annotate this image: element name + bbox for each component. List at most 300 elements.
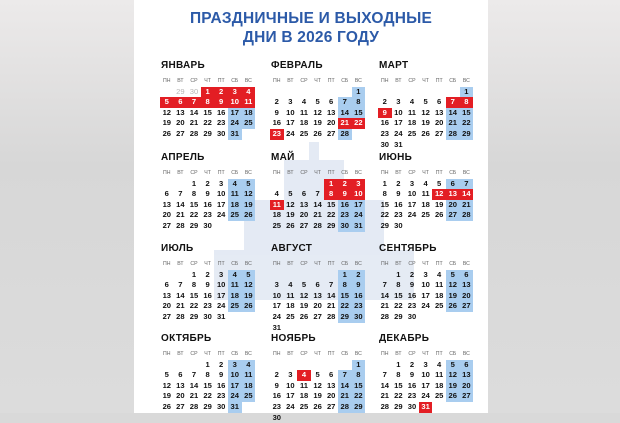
weekend-day: 21	[446, 118, 460, 129]
holiday-day: 9	[338, 189, 352, 200]
month-grid	[378, 168, 478, 232]
work-day: 26	[162, 401, 172, 411]
work-day: 8	[396, 370, 401, 380]
weekend-day: 20	[460, 381, 474, 392]
work-day: 9	[396, 189, 401, 199]
work-day: 13	[162, 290, 172, 300]
month-block	[160, 152, 260, 232]
weekend-day: 18	[242, 381, 256, 392]
empty-cell	[284, 360, 298, 371]
weekend-day: 9	[352, 280, 366, 291]
work-day: 4	[437, 359, 442, 369]
work-day: 3	[219, 178, 224, 188]
weekend-day: 14	[446, 108, 460, 119]
work-day: 10	[394, 107, 403, 117]
weekday-label: ПТ	[217, 351, 225, 357]
work-day: 26	[286, 220, 295, 230]
weekend-day: 7	[338, 97, 352, 108]
holiday-day: 13	[446, 189, 460, 200]
weekend-day: 18	[228, 200, 242, 211]
weekday-label: СБ	[231, 261, 239, 267]
empty-cell	[174, 360, 188, 371]
work-day: 28	[176, 311, 185, 321]
work-day: 19	[162, 118, 172, 128]
weekday-label: СБ	[341, 261, 349, 267]
weekend-day: 12	[446, 280, 460, 291]
month-block	[270, 333, 370, 423]
weekend-day: 19	[242, 291, 256, 302]
month-block	[378, 60, 478, 150]
work-day: 4	[437, 269, 442, 279]
weekend-day: 30	[352, 312, 366, 323]
holiday-day: 8	[460, 97, 474, 108]
work-day: 31	[394, 139, 403, 149]
work-day: 29	[203, 401, 212, 411]
empty-cell	[378, 360, 392, 371]
work-day: 29	[326, 220, 336, 230]
work-day: 25	[407, 128, 417, 138]
work-day: 17	[286, 391, 295, 401]
work-day: 30	[216, 128, 226, 138]
month-name: МАРТ	[379, 60, 409, 71]
empty-cell	[324, 87, 338, 98]
empty-cell	[432, 87, 446, 98]
work-day: 28	[189, 128, 199, 138]
holiday-day: 1	[201, 87, 215, 98]
weekday-label: СБ	[449, 351, 457, 357]
weekday-label: ВС	[244, 78, 252, 84]
weekend-day: 15	[352, 381, 366, 392]
work-day: 8	[396, 280, 401, 290]
weekend-day: 8	[352, 370, 366, 381]
weekday-label: ВТ	[395, 261, 402, 267]
work-day: 21	[380, 391, 390, 401]
weekend-day: 16	[352, 291, 366, 302]
work-day: 15	[380, 199, 390, 209]
work-day: 23	[380, 128, 390, 138]
weekend-day: 20	[446, 200, 460, 211]
work-day: 8	[382, 189, 387, 199]
empty-cell	[174, 270, 188, 281]
work-day: 24	[421, 391, 430, 401]
weekday-label: СР	[408, 170, 416, 176]
work-day: 28	[326, 311, 336, 321]
work-day: 21	[189, 391, 199, 401]
empty-cell	[284, 179, 298, 190]
holiday-day: 6	[174, 97, 188, 108]
work-day: 17	[216, 199, 226, 209]
work-day: 30	[394, 220, 403, 230]
weekend-day: 27	[460, 391, 474, 402]
work-day: 5	[423, 97, 428, 107]
work-day: 30	[407, 401, 417, 411]
work-day: 3	[288, 370, 293, 380]
weekday-label: ПН	[273, 351, 281, 357]
weekend-day: 7	[460, 179, 474, 190]
empty-cell	[324, 270, 338, 281]
work-day: 29	[189, 311, 199, 321]
weekend-day: 4	[228, 270, 242, 281]
empty-cell	[160, 87, 174, 98]
holiday-day: 14	[460, 189, 474, 200]
work-day: 12	[162, 380, 172, 390]
work-day: 28	[380, 401, 390, 411]
month-grid	[270, 259, 370, 333]
work-day: 27	[176, 128, 185, 138]
work-day: 9	[219, 370, 224, 380]
work-day: 29	[394, 401, 403, 411]
work-day: 24	[216, 301, 226, 311]
holiday-day: 8	[324, 189, 338, 200]
weekday-label: СР	[190, 351, 198, 357]
work-day: 23	[272, 401, 282, 411]
weekend-day: 17	[228, 108, 242, 119]
work-day: 24	[394, 128, 403, 138]
work-day: 13	[299, 199, 309, 209]
work-day: 27	[313, 311, 322, 321]
month-block	[160, 333, 260, 413]
work-day: 3	[274, 280, 279, 290]
weekday-label: СР	[408, 261, 416, 267]
weekend-day: 31	[228, 402, 242, 413]
work-day: 29	[394, 311, 403, 321]
weekday-label: ПН	[381, 261, 389, 267]
work-day: 16	[216, 380, 226, 390]
holiday-day: 21	[338, 118, 352, 129]
work-day: 9	[274, 107, 279, 117]
weekend-day: 26	[242, 301, 256, 312]
work-day: 29	[380, 220, 390, 230]
work-day: 6	[164, 280, 169, 290]
work-day: 9	[205, 189, 210, 199]
weekday-label: ЧТ	[422, 261, 429, 267]
month-name: ИЮНЬ	[379, 152, 413, 163]
holiday-day: 22	[352, 118, 366, 129]
work-day: 25	[299, 128, 309, 138]
work-day: 1	[191, 269, 197, 279]
work-day: 2	[409, 269, 415, 279]
work-day: 30	[216, 401, 226, 411]
work-day: 10	[407, 189, 417, 199]
work-day: 2	[396, 178, 401, 188]
work-day: 22	[394, 301, 403, 311]
work-day: 1	[382, 178, 387, 188]
weekend-day: 6	[460, 270, 474, 281]
weekday-label: ПН	[381, 78, 389, 84]
weekday-label: СБ	[449, 261, 457, 267]
work-day: 24	[272, 311, 282, 321]
weekend-day: 26	[446, 391, 460, 402]
work-day: 27	[326, 401, 336, 411]
weekday-label: ВТ	[395, 351, 402, 357]
work-day: 19	[162, 391, 172, 401]
weekend-day: 15	[338, 291, 352, 302]
work-day: 30	[380, 139, 390, 149]
weekday-label: СБ	[231, 78, 239, 84]
weekend-day: 4	[242, 360, 256, 371]
work-day: 18	[434, 380, 444, 390]
month-block	[270, 60, 370, 140]
work-day: 13	[434, 107, 444, 117]
work-day: 30	[407, 311, 417, 321]
weekday-label: ПТ	[327, 78, 335, 84]
work-day: 31	[216, 311, 226, 321]
work-day: 24	[216, 210, 226, 220]
holiday-day: 11	[242, 97, 256, 108]
work-day: 3	[423, 359, 428, 369]
work-day: 20	[176, 118, 185, 128]
work-day: 1	[205, 359, 210, 369]
weekday-label: СБ	[449, 78, 457, 84]
work-day: 2	[409, 359, 415, 369]
weekday-label: ВС	[462, 78, 470, 84]
month-block	[270, 243, 370, 333]
empty-cell	[338, 87, 352, 98]
weekday-label: ВТ	[287, 261, 294, 267]
work-day: 21	[176, 301, 185, 311]
weekend-day: 18	[242, 108, 256, 119]
work-day: 1	[396, 359, 401, 369]
weekday-label: ПН	[163, 351, 171, 357]
work-day: 10	[421, 370, 430, 380]
work-day: 10	[286, 107, 295, 117]
work-day: 9	[409, 280, 415, 290]
work-day: 15	[203, 107, 212, 117]
weekend-day: 27	[460, 301, 474, 312]
month-block	[378, 333, 478, 413]
work-day: 18	[434, 290, 444, 300]
work-day: 16	[394, 199, 403, 209]
weekend-day: 6	[446, 179, 460, 190]
weekday-label: СБ	[231, 170, 239, 176]
work-day: 15	[189, 290, 199, 300]
month-grid	[160, 349, 260, 413]
month-name: НОЯБРЬ	[271, 333, 316, 344]
work-day: 27	[326, 128, 336, 138]
weekend-day: 10	[228, 370, 242, 381]
month-name: СЕНТЯБРЬ	[379, 243, 437, 254]
work-day: 19	[421, 118, 430, 128]
work-day: 18	[299, 118, 309, 128]
month-name: МАЙ	[271, 152, 295, 163]
weekday-label: ПТ	[327, 170, 335, 176]
work-day: 11	[435, 280, 444, 290]
work-day: 23	[216, 391, 226, 401]
work-day: 28	[176, 220, 185, 230]
work-day: 16	[407, 380, 417, 390]
work-day: 7	[329, 280, 334, 290]
work-day: 1	[191, 178, 197, 188]
weekend-day: 22	[460, 118, 474, 129]
prev-month-day: 29	[176, 86, 185, 96]
weekday-label: ПТ	[435, 78, 443, 84]
prev-month-day: 30	[189, 86, 199, 96]
work-day: 11	[299, 380, 308, 390]
work-day: 20	[162, 301, 172, 311]
weekend-day: 13	[460, 370, 474, 381]
work-day: 17	[216, 290, 226, 300]
weekend-day: 28	[338, 402, 352, 413]
holiday-day: 31	[419, 402, 433, 413]
weekday-label: ЧТ	[422, 170, 429, 176]
weekday-label: ПТ	[217, 261, 225, 267]
work-day: 22	[189, 301, 199, 311]
work-day: 20	[326, 391, 336, 401]
work-day: 30	[272, 412, 282, 422]
weekday-label: ВТ	[177, 261, 184, 267]
weekend-day: 29	[338, 312, 352, 323]
weekday-label: СР	[190, 170, 198, 176]
weekend-day: 24	[352, 210, 366, 221]
weekend-day: 28	[460, 210, 474, 221]
work-day: 4	[301, 97, 307, 107]
work-day: 22	[203, 391, 212, 401]
empty-cell	[270, 270, 284, 281]
work-day: 28	[189, 401, 199, 411]
weekend-day: 8	[352, 97, 366, 108]
work-day: 25	[286, 311, 295, 321]
work-day: 14	[189, 107, 199, 117]
weekend-day: 26	[242, 210, 256, 221]
holiday-day: 4	[297, 370, 311, 381]
work-day: 15	[394, 380, 403, 390]
weekday-label: СБ	[341, 78, 349, 84]
weekday-label: ПТ	[435, 170, 443, 176]
work-day: 22	[203, 118, 212, 128]
weekend-day: 29	[352, 402, 366, 413]
holiday-day: 23	[270, 129, 284, 140]
month-name: ФЕВРАЛЬ	[271, 60, 323, 71]
work-day: 27	[176, 401, 185, 411]
work-day: 23	[407, 301, 417, 311]
weekend-day: 25	[228, 301, 242, 312]
holiday-day: 9	[378, 108, 392, 119]
empty-cell	[187, 360, 201, 371]
work-day: 17	[421, 380, 430, 390]
weekday-label: СР	[408, 78, 416, 84]
work-day: 6	[301, 189, 307, 199]
work-day: 2	[274, 370, 279, 380]
work-day: 3	[288, 97, 293, 107]
weekend-day: 31	[352, 221, 366, 232]
work-day: 15	[326, 199, 336, 209]
work-day: 20	[434, 118, 444, 128]
work-day: 19	[299, 301, 309, 311]
weekend-day: 21	[460, 200, 474, 211]
weekend-day: 8	[338, 280, 352, 291]
weekend-day: 21	[338, 391, 352, 402]
empty-cell	[174, 179, 188, 190]
weekday-label: ВС	[354, 261, 362, 267]
empty-cell	[311, 179, 325, 190]
work-day: 27	[162, 220, 172, 230]
month-block	[160, 243, 260, 323]
weekday-label: ПТ	[217, 170, 225, 176]
weekday-label: СБ	[231, 351, 239, 357]
background-right	[488, 0, 620, 413]
work-day: 14	[380, 290, 390, 300]
empty-cell	[405, 87, 419, 98]
weekend-day: 2	[352, 270, 366, 281]
weekend-day: 1	[460, 87, 474, 98]
work-day: 3	[396, 97, 401, 107]
work-day: 19	[434, 199, 444, 209]
weekday-label: ЧТ	[204, 78, 211, 84]
work-day: 16	[203, 199, 212, 209]
weekday-label: ВТ	[395, 170, 402, 176]
work-day: 15	[394, 290, 403, 300]
weekday-label: СР	[300, 170, 308, 176]
work-day: 26	[313, 401, 322, 411]
work-day: 7	[315, 189, 320, 199]
page-title	[134, 9, 488, 47]
month-grid	[270, 76, 370, 140]
weekday-label: ЧТ	[204, 351, 211, 357]
work-day: 14	[176, 199, 185, 209]
empty-cell	[297, 270, 311, 281]
weekday-label: ВС	[462, 170, 470, 176]
work-day: 6	[329, 97, 334, 107]
work-day: 5	[437, 178, 442, 188]
weekday-label: ПН	[273, 261, 281, 267]
work-day: 16	[407, 290, 417, 300]
work-day: 18	[299, 391, 309, 401]
weekend-day: 14	[338, 108, 352, 119]
weekday-label: ЧТ	[314, 170, 321, 176]
work-day: 3	[219, 269, 224, 279]
weekend-day: 29	[460, 129, 474, 140]
work-day: 7	[382, 370, 387, 380]
weekend-day: 7	[338, 370, 352, 381]
weekday-label: ПН	[381, 170, 389, 176]
work-day: 21	[189, 118, 199, 128]
work-day: 22	[394, 391, 403, 401]
weekend-day: 11	[228, 189, 242, 200]
empty-cell	[297, 87, 311, 98]
work-day: 17	[286, 118, 295, 128]
weekday-label: ВТ	[287, 78, 294, 84]
work-day: 10	[216, 189, 226, 199]
title-line-2: ДНИ В 2026 ГОДУ	[242, 29, 380, 46]
weekday-label: ВТ	[177, 78, 184, 84]
work-day: 8	[191, 189, 197, 199]
work-day: 23	[216, 118, 226, 128]
work-day: 22	[380, 210, 390, 220]
work-day: 6	[178, 370, 183, 380]
work-day: 14	[326, 290, 336, 300]
holiday-day: 9	[214, 97, 228, 108]
work-day: 20	[313, 301, 322, 311]
empty-cell	[160, 270, 174, 281]
weekend-day: 23	[338, 210, 352, 221]
work-day: 24	[286, 401, 295, 411]
weekend-day: 1	[352, 360, 366, 371]
work-day: 1	[396, 269, 401, 279]
weekday-label: ПН	[273, 170, 281, 176]
weekend-day: 28	[446, 129, 460, 140]
weekday-label: ЧТ	[422, 351, 429, 357]
weekday-label: ВС	[354, 170, 362, 176]
work-day: 29	[189, 220, 199, 230]
work-day: 4	[288, 280, 293, 290]
weekend-day: 11	[228, 280, 242, 291]
weekday-label: СБ	[449, 170, 457, 176]
weekday-label: ПН	[381, 351, 389, 357]
work-day: 10	[421, 280, 430, 290]
weekend-day: 1	[352, 87, 366, 98]
work-day: 5	[315, 97, 320, 107]
weekday-label: ЧТ	[204, 170, 211, 176]
